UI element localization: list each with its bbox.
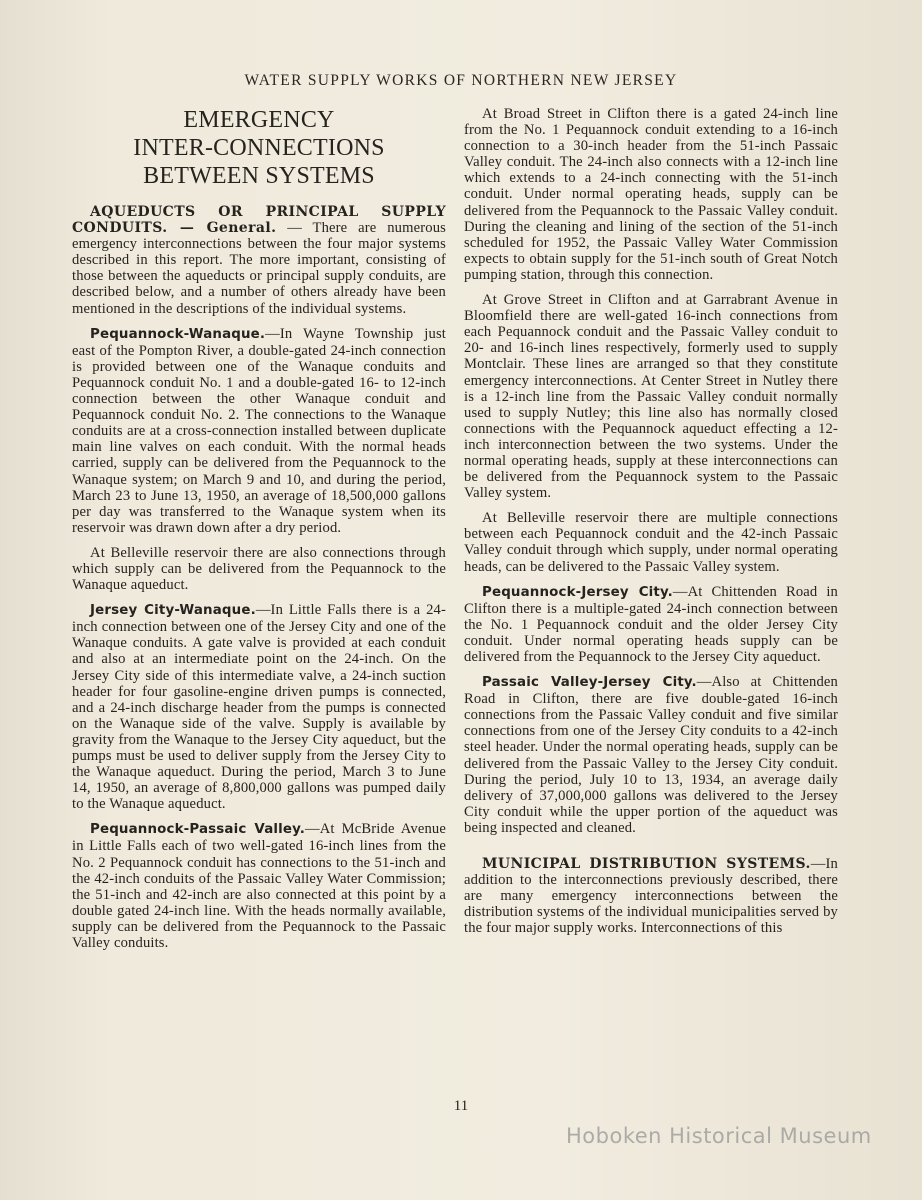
section-heading-municipal: MUNICIPAL DISTRIBUTION SYSTEMS. xyxy=(482,856,811,873)
paragraph-jersey-city-wanaque xyxy=(72,602,446,812)
aqueducts-text: — There are numerous emergency interconnections between the four major systems described in this report. The more important, consisting of those between the aqueducts or principal supply conduits, are described below, and a number of others already have been mentioned in the descriptions of the individual systems. xyxy=(72,220,446,317)
run-in-pequannock-jersey-city: Pequannock-Jersey City. xyxy=(482,584,673,600)
paragraph-broad-street: At Broad Street in Clifton there is a gated 24-inch line from the No. 1 Pequannock conduit extending to a 16-inch connection to a 30-inch header from the 51-inch Passaic Valley conduit. The 24-inch also connects with a 12-inch line which extends to a 24-inch connecting with the 51-inch conduit. Under normal operating heads, supply can be delivered from the Pequannock to the Passaic Valley conduit. During the cleaning and lining of the section of the 51-inch scheduled for 1952, the Passaic Valley Water Commission expects to obtain supply for the 51-inch south of Great Notch pumping station, through this connection. xyxy=(464,106,838,283)
title-line-3: BETWEEN SYSTEMS xyxy=(143,163,375,189)
title-line-1: EMERGENCY xyxy=(183,107,335,133)
pequannock-passaic-text: —At McBride Avenue in Little Falls each of two well-gated 16-inch lines from the No. 2 Pequannock conduit has connections to the 51-inch and the 42-inch conduits of the Passaic Valley Water Commission; the 51-inch and 42-inch are also connected at this point by a double gated 24-inch line. With the heads normally available, supply can be delivered from the Pequannock to the Passaic Valley conduits. xyxy=(72,821,446,952)
page-number: 11 xyxy=(453,1098,469,1114)
paragraph-aqueducts xyxy=(72,204,446,317)
running-head: WATER SUPPLY WORKS OF NORTHERN NEW JERSEY xyxy=(244,72,678,89)
municipal-text: —In addition to the interconnections previously described, there are many emergency interconnections between the distribution systems of the individual municipalities served by the four major supply works. Interconnections of this xyxy=(464,856,838,937)
paragraph-pequannock-passaic xyxy=(72,821,446,951)
passaic-jersey-city-text: —Also at Chittenden Road in Clifton, there are five double-gated 16-inch connections from the Passaic Valley conduit and five similar connections from one of the Jersey City conduits to a 42-inch steel header. Under the normal operating heads, supply can be delivered from the Passaic Valley to the Jersey City conduit. During the period, July 10 to 13, 1934, an average daily delivery of 37,000,000 gallons was delivered to the Jersey City conduit while the upper portion of the aqueduct was being inspected and cleaned. xyxy=(464,674,838,836)
pequannock-wanaque-text: —In Wayne Township just east of the Pompton River, a double-gated 24-inch connection is provided between one of the Wanaque conduits and Pequannock conduit No. 1 and a double-gated 16- to 12-inch connection between the other Wanaque conduit and Pequannock conduit No. 2. The connections to the Wanaque conduits are at a cross-connection installed between duplicate main line valves on each conduit. With the normal heads carried, supply can be delivered from the Pequannock to the Wanaque system; on March 9 and 10, and during the period, March 23 to June 13, 1950, an average of 18,500,000 gallons per day was transferred to the Wanaque system when its reservoir was drawn down after a dry period. xyxy=(72,325,446,536)
paragraph-grove-street: At Grove Street in Clifton and at Garrabrant Avenue in Bloomfield there are well-gated 16-inch connections from each Pequannock conduit and the Passaic Valley conduit to 20- and 16-inch lines respectively, formerly used to supply Montclair. These lines are arranged so that they constitute emergency interconnections. At Center Street in Nutley there is a 12-inch line from the Passaic Valley conduit normally used to supply Nutley; this line also has normally closed connections with the Pequannock aqueduct effecting a 12-inch interconnection between the two systems. Under the normal operating heads, supply at these interconnections can be delivered from the Pequannock system to the Passaic Valley system. xyxy=(464,292,838,502)
run-in-jersey-city-wanaque: Jersey City-Wanaque. xyxy=(90,603,256,619)
title-line-2: INTER-CONNECTIONS xyxy=(133,135,385,161)
paragraph-municipal xyxy=(464,856,838,936)
jersey-city-wanaque-text: —In Little Falls there is a 24-inch connection between one of the Jersey City and one of the Wanaque conduits. A gate valve is provided at each conduit and also at an intermediate point on the 24-inch. On the Jersey City side of this intermediate valve, a 24-inch suction header for four gasoline-engine driven pumps is connected, and a 24-inch discharge header from the pumps is connected on the Wanaque side of the valve. Supply is available by gravity from the Wanaque to the Jersey City aqueduct, but the pumps must be used to deliver supply from the Jersey City to the Wanaque aqueduct. During the period, March 3 to June 14, 1950, an average of 8,800,000 gallons was pumped daily to the Wanaque aqueduct. xyxy=(72,602,446,813)
paragraph-passaic-jersey-city xyxy=(464,674,838,836)
left-column xyxy=(72,106,446,960)
right-column xyxy=(464,106,838,946)
pequannock-jersey-city-text: —At Chittenden Road in Clifton there is a multiple-gated 24-inch connection between the No. 1 Pequannock conduit and the older Jersey City conduit. Under normal operating heads supply can be delivered from the Pequannock to the Jersey City aqueduct. xyxy=(464,583,838,665)
run-in-pequannock-passaic: Pequannock-Passaic Valley. xyxy=(90,822,305,838)
paragraph-belleville-2: At Belleville reservoir there are multiple connections between each Pequannock conduit and the 42-inch Passaic Valley conduit through which supply, under normal operating heads, can be delivered to the Passaic Valley system. xyxy=(464,510,838,575)
paragraph-pequannock-jersey-city xyxy=(464,584,838,665)
paragraph-pequannock-wanaque xyxy=(72,326,446,536)
page-title xyxy=(72,106,446,190)
watermark: Hoboken Historical Museum xyxy=(566,1124,872,1148)
section-heading-aqueducts: AQUEDUCTS OR PRINCIPAL SUPPLY CONDUITS. — General. xyxy=(72,204,446,237)
run-in-pequannock-wanaque: Pequannock-Wanaque. xyxy=(90,326,266,342)
run-in-passaic-jersey-city: Passaic Valley-Jersey City. xyxy=(482,675,697,691)
paragraph-belleville-1: At Belleville reservoir there are also connections through which supply can be delivered from the Pequannock to the Wanaque aqueduct. xyxy=(72,544,446,594)
